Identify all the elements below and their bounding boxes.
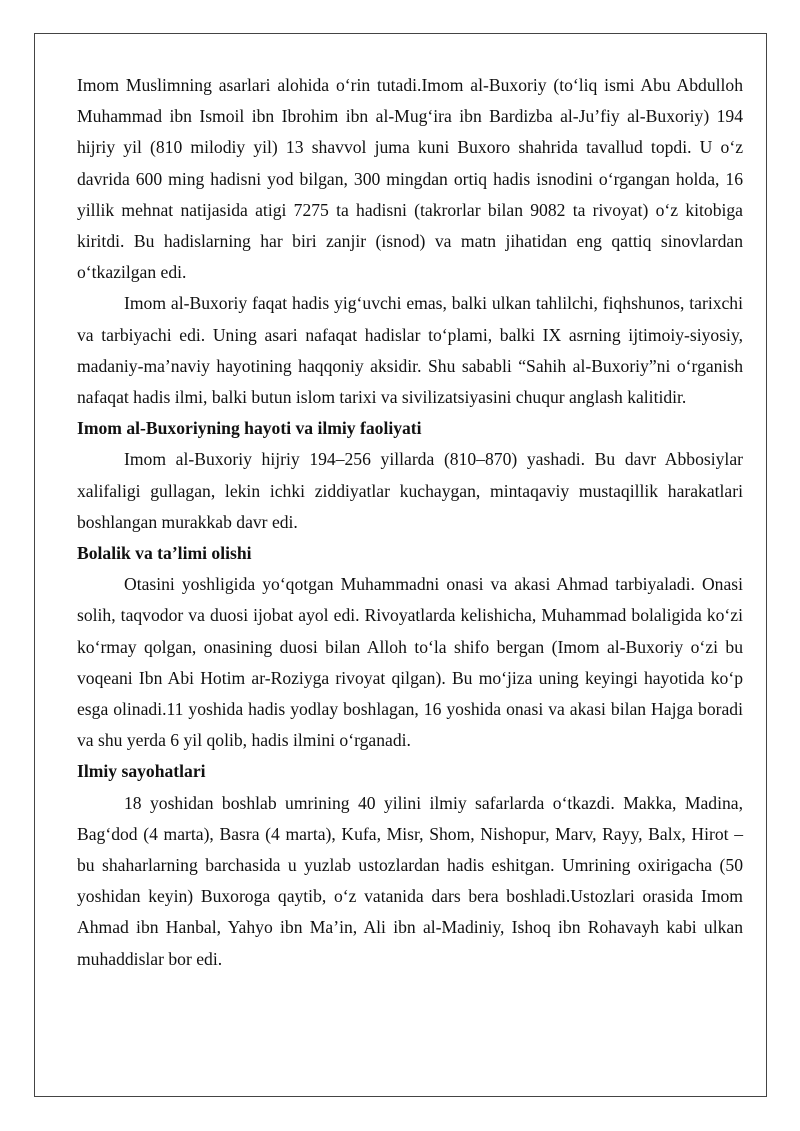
paragraph-childhood: Otasini yoshligida yo‘qotgan Muhammadni onasi va akasi Ahmad tarbiyaladi. Onasi solih, taqvodor va duosi ijobat ayol edi. Rivoyatlarda kelishicha, Muhammad bolaligida ko‘zi ko‘rmay qolgan, onasining duosi bilan Alloh to‘la shifo bergan (Imom al-Buxoriy o‘zi bu voqeani Ibn Abi Hotim ar-Roziyga rivoyat qilgan). Bu mo‘jiza uning keyingi hayotida ko‘p esga olinadi.11 yoshida hadis yodlay boshlagan, 16 yoshida onasi va akasi bilan Hajga boradi va shu yerda 6 yil qolib, hadis ilmini o‘rganadi. (77, 574, 743, 751)
subheading-childhood: Bolalik va ta’limi olishi (77, 543, 252, 564)
subheading-travels: Ilmiy sayohatlari (77, 761, 206, 782)
document-body (77, 70, 743, 975)
paragraph-significance: Imom al-Buxoriy faqat hadis yig‘uvchi emas, balki ulkan tahlilchi, fiqhshunos, tarixchi va tarbiyachi edi. Uning asari nafaqat hadislar to‘plami, balki IX asrning ijtimoiy-siyosiy, madaniy-ma’naviy hayotining haqqoniy aksidir. Shu sababli “Sahih al-Buxoriy”ni o‘rganish nafaqat hadis ilmi, balki butun islom tarixi va sivilizatsiyasini chuqur anglash kalitidir. (77, 293, 743, 408)
paragraph-era: Imom al-Buxoriy hijriy 194–256 yillarda (810–870) yashadi. Bu davr Abbosiylar xalifaligi gullagan, lekin ichki ziddiyatlar kuchaygan, mintaqaviy mustaqillik harakatlari boshlangan murakkab davr edi. (77, 449, 743, 532)
paragraph-intro: Imom Muslimning asarlari alohida o‘rin tutadi.Imom al-Buxoriy (to‘liq ismi Abu Abdulloh Muhammad ibn Ismoil ibn Ibrohim ibn al-Mug‘ira ibn Bardizba al-Ju’fiy al-Buxoriy) 194 hijriy yil (810 milodiy yil) 13 shavvol juma kuni Buxoro shahrida tavallud topdi. U o‘z davrida 600 ming hadisni yod bilgan, 300 mingdan ortiq hadis isnodini o‘rgangan holda, 16 yillik mehnat natijasida atigi 7275 ta hadisni (takrorlar bilan 9082 ta rivoyat) o‘z kitobiga kiritdi. Bu hadislarning har biri zanjir (isnod) va matn jihatidan eng qattiq sinovlardan o‘tkazilgan edi. (77, 75, 743, 283)
section-heading: Imom al-Buxoriyning hayoti va ilmiy faoliyati (77, 418, 422, 439)
paragraph-travels: 18 yoshidan boshlab umrining 40 yilini ilmiy safarlarda o‘tkazdi. Makka, Madina, Bag‘dod (4 marta), Basra (4 marta), Kufa, Misr, Shom, Nishopur, Marv, Rayy, Balx, Hirot – bu shaharlarning barchasida u yuzlab ustozlardan hadis eshitgan. Umrining oxirigacha (50 yoshidan keyin) Buxoroga qaytib, o‘z vatanida dars bera boshladi.Ustozlari orasida Imom Ahmad ibn Hanbal, Yahyo ibn Ma’in, Ali ibn al-Madiniy, Ishoq ibn Rohavayh kabi ulkan muhaddislar bor edi. (77, 792, 743, 969)
